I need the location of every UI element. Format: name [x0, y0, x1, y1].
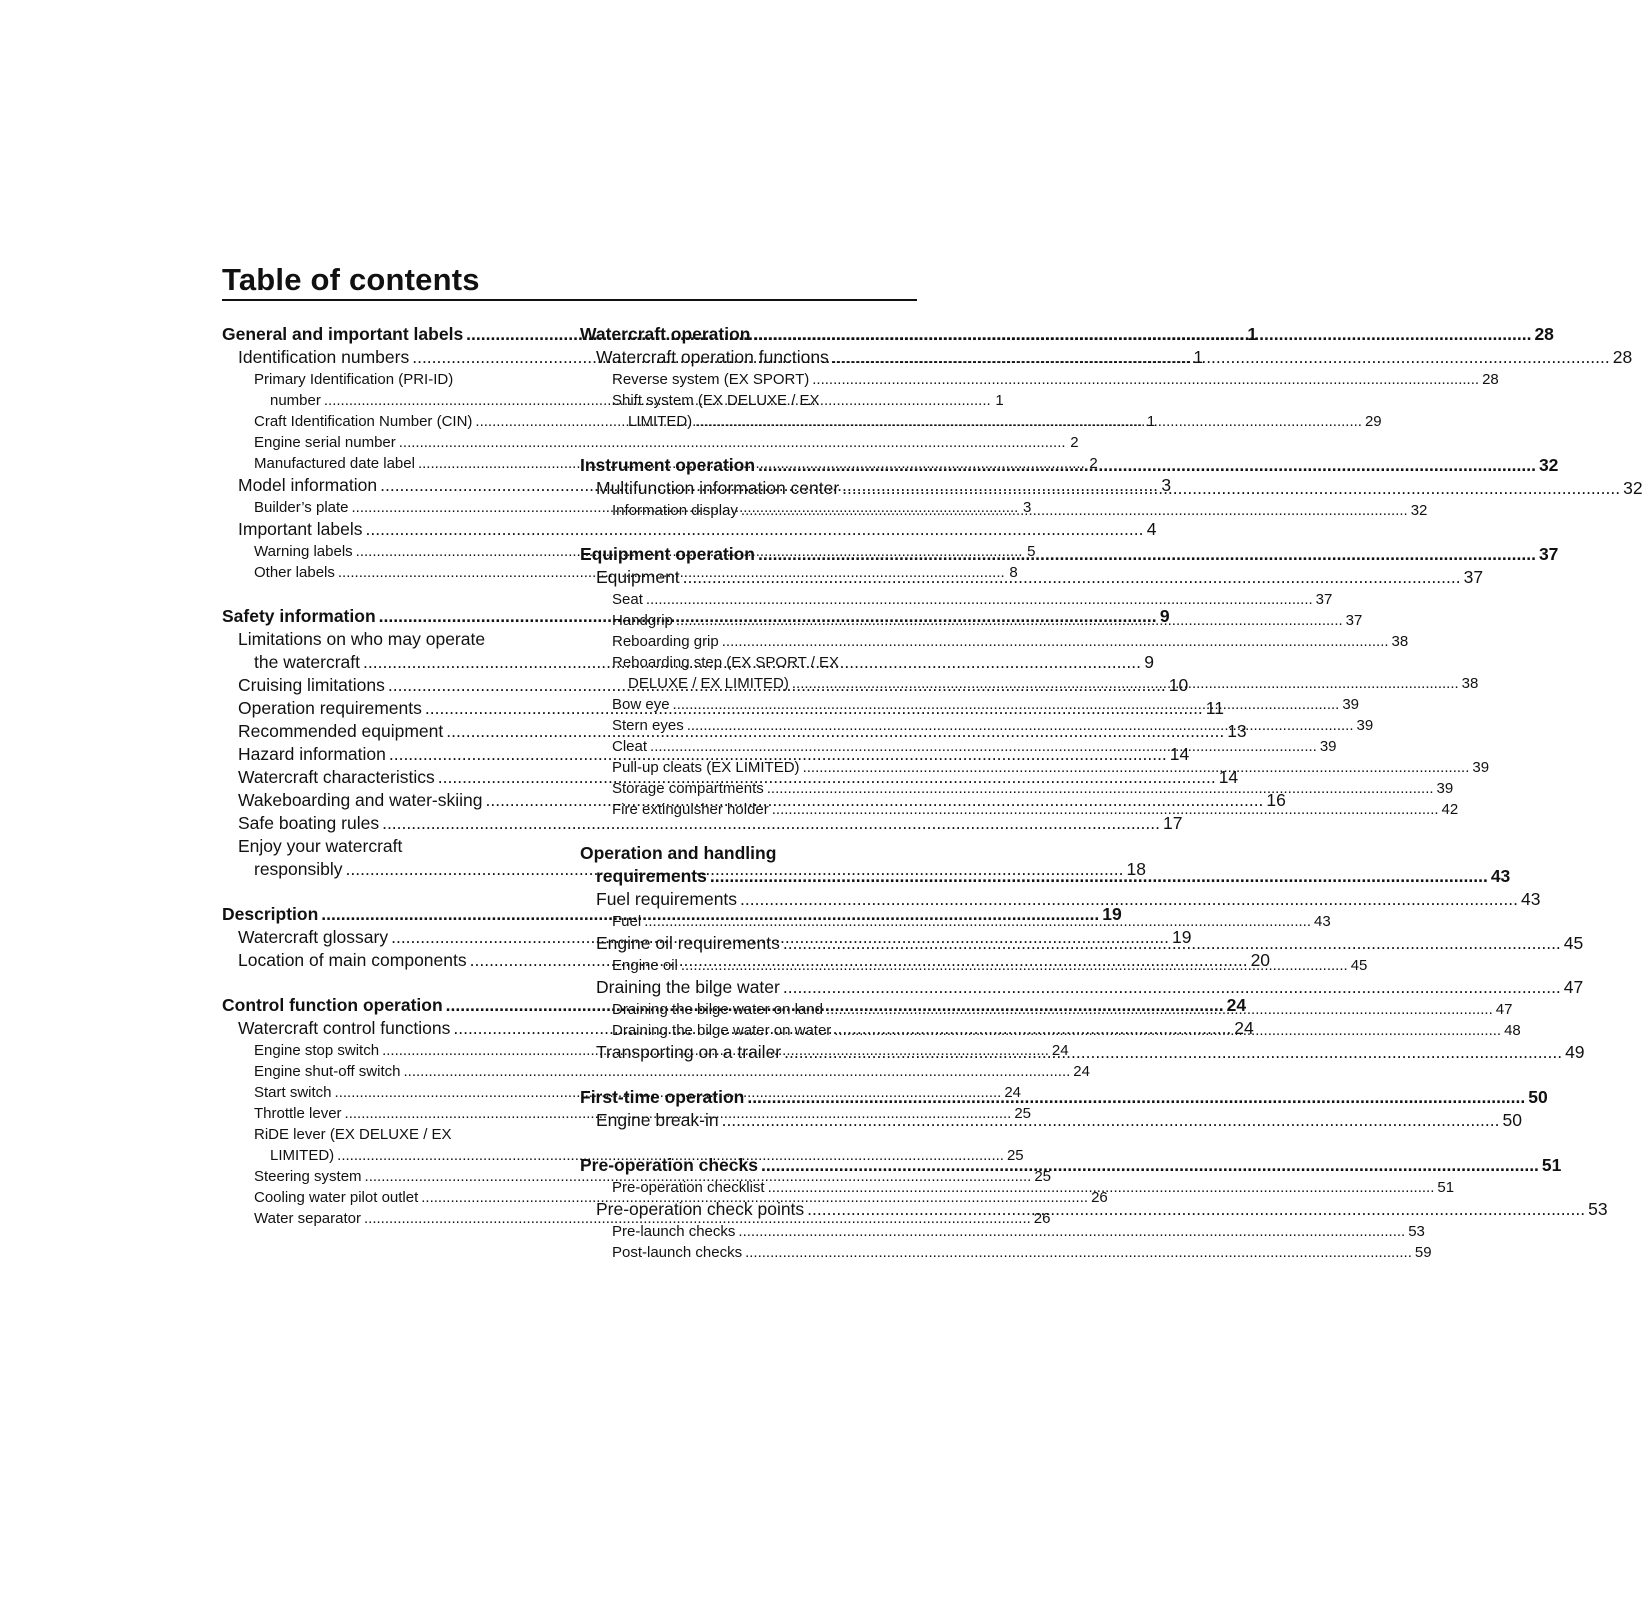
- toc-entry-title: Fuel: [612, 913, 642, 930]
- dot-leader: [747, 1086, 1525, 1109]
- toc-entry-title: Safe boating rules: [238, 813, 380, 833]
- toc-page-number: 11: [1205, 698, 1224, 718]
- toc-entry[interactable]: [580, 888, 1541, 911]
- dot-leader: [740, 888, 1518, 911]
- toc-entry[interactable]: [580, 346, 1633, 369]
- toc-entry-title: Hazard information: [238, 744, 386, 764]
- toc-entry-title: Identification numbers: [238, 347, 410, 367]
- toc-page-number: 13: [1227, 721, 1247, 741]
- toc-entry-line: [612, 589, 1333, 610]
- toc-page-number: 32: [1538, 455, 1559, 475]
- toc-entry-title: Information display: [612, 502, 738, 519]
- toc-entry-title: Engine stop switch: [254, 1042, 380, 1059]
- toc-entry-line: [254, 1166, 1052, 1187]
- toc-page-number: 24: [1004, 1084, 1022, 1101]
- toc-entry-line: [612, 369, 1499, 390]
- toc-page-number: 45: [1563, 933, 1584, 953]
- toc-page-number: 1: [1193, 347, 1204, 367]
- toc-entry-title: Watercraft control functions: [238, 1018, 451, 1038]
- toc-entry-title: Other labels: [254, 564, 335, 581]
- toc-page-number: 48: [1504, 1022, 1521, 1039]
- dot-leader: [784, 1041, 1562, 1064]
- toc-page-number: 37: [1315, 591, 1333, 608]
- toc-entry-title: DELUXE / EX LIMITED): [628, 675, 789, 692]
- toc-entry[interactable]: [222, 518, 1157, 541]
- toc-entry-title: Watercraft characteristics: [238, 767, 435, 787]
- toc-page-number: 3: [1161, 475, 1172, 495]
- toc-entry-title: Storage compartments: [612, 780, 764, 797]
- dot-leader: [710, 865, 1488, 888]
- toc-entry-line: [596, 976, 1584, 999]
- toc-page-number: 10: [1168, 675, 1189, 695]
- toc-page-number: 14: [1169, 744, 1190, 764]
- dot-leader: [695, 411, 1362, 432]
- toc-page-number: 2: [1070, 434, 1079, 451]
- dot-leader: [722, 1109, 1500, 1132]
- toc-entry-line: [238, 518, 1157, 541]
- toc-page-number: 53: [1588, 1199, 1608, 1219]
- toc-entry[interactable]: [580, 566, 1484, 589]
- toc-entry-title: Important labels: [238, 519, 363, 539]
- toc-entry-title: Manufactured date label: [254, 455, 415, 472]
- toc-entry-line: [596, 477, 1643, 500]
- toc-page-number: 3: [1022, 499, 1032, 516]
- toc-entry-title: Limitations on who may operate: [238, 629, 486, 649]
- toc-entry-line: [612, 500, 1428, 521]
- dot-leader: [832, 346, 1610, 369]
- toc-entry-title: Equipment operation: [580, 544, 755, 564]
- dot-leader: [758, 543, 1536, 566]
- toc-page-number: 50: [1502, 1110, 1522, 1130]
- toc-section-heading[interactable]: [580, 454, 1559, 477]
- dot-leader: [761, 1154, 1539, 1177]
- dot-leader: [683, 566, 1461, 589]
- toc-subentry[interactable]: [580, 589, 1333, 610]
- toc-entry-title: Primary Identification (PRI-ID): [254, 371, 454, 388]
- toc-page-number: 42: [1441, 801, 1459, 818]
- toc-subentry[interactable]: [580, 1221, 1425, 1242]
- dot-leader: [826, 999, 1493, 1020]
- toc-page-number: 53: [1408, 1223, 1425, 1240]
- toc-subentry[interactable]: [222, 1061, 1090, 1082]
- dot-leader: [738, 1221, 1405, 1242]
- toc-page-number: 29: [1364, 413, 1382, 430]
- dot-leader: [687, 715, 1354, 736]
- toc-page-number: 43: [1520, 889, 1541, 909]
- toc-section: [580, 454, 1643, 521]
- toc-entry-title: Operation and handling: [580, 843, 777, 863]
- toc-entry-title: Builder’s plate: [254, 499, 349, 516]
- toc-page-number: 32: [1410, 502, 1428, 519]
- toc-entry-line: [612, 1221, 1425, 1242]
- toc-entry-title: Craft Identification Number (CIN): [254, 413, 473, 430]
- toc-page-number: 25: [1006, 1147, 1024, 1164]
- toc-entry-title: Pre-operation checks: [580, 1155, 758, 1175]
- toc-entry-title: Shift system (EX DELUXE / EX: [612, 392, 820, 409]
- toc-entry-title: Draining the bilge water on land: [612, 1001, 823, 1018]
- toc-entry-line: [612, 1242, 1432, 1263]
- toc-page-number: 24: [1234, 1018, 1254, 1038]
- toc-page-number: 5: [1027, 543, 1036, 560]
- toc-page-number: 19: [1102, 904, 1122, 924]
- toc-entry[interactable]: [580, 976, 1584, 999]
- toc-entry-line: [238, 812, 1183, 835]
- toc-page-number: 16: [1266, 790, 1286, 810]
- toc-page-number: 47: [1563, 977, 1584, 997]
- toc-entry-line: [254, 1061, 1090, 1082]
- dot-leader: [792, 673, 1459, 694]
- toc-page-number: 39: [1356, 717, 1374, 734]
- toc-page-number: 49: [1565, 1042, 1585, 1062]
- toc-entry-title: Stern eyes: [612, 717, 684, 734]
- toc-entry-title: Description: [222, 904, 319, 924]
- toc-entry-title: Seat: [612, 591, 643, 608]
- toc-entry-title: Start switch: [254, 1084, 332, 1101]
- toc-page-number: 28: [1482, 371, 1499, 388]
- toc-page-number: 9: [1144, 652, 1154, 672]
- toc-section-heading[interactable]: [580, 543, 1559, 566]
- toc-page-number: 24: [1051, 1042, 1069, 1059]
- dot-leader: [676, 610, 1343, 631]
- dot-leader: [767, 778, 1434, 799]
- toc-entry-title: Transporting on a trailer: [596, 1042, 782, 1062]
- toc-entry-title: Engine oil: [612, 957, 678, 974]
- toc-entry-title: Watercraft operation: [580, 324, 751, 344]
- dot-leader: [783, 932, 1561, 955]
- dot-leader: [745, 1242, 1412, 1263]
- toc-entry-title: Equipment: [596, 567, 680, 587]
- dot-leader: [807, 1198, 1585, 1221]
- toc-entry-line: [612, 411, 1382, 432]
- toc-page-number: 25: [1034, 1168, 1052, 1185]
- toc-entry-title: Steering system: [254, 1168, 362, 1185]
- dot-leader: [772, 799, 1439, 820]
- dot-leader: [673, 694, 1340, 715]
- toc-entry-title: Draining the bilge water on water: [612, 1022, 832, 1039]
- toc-page-number: 47: [1495, 1001, 1513, 1018]
- toc-entry-title: Pre-operation check points: [596, 1199, 805, 1219]
- toc-page-number: 25: [1014, 1105, 1032, 1122]
- toc-page-number: 26: [1033, 1210, 1051, 1227]
- toc-entry-title: Pre-operation checklist: [612, 1179, 765, 1196]
- dot-leader: [783, 976, 1561, 999]
- toc-page-number: 9: [1159, 606, 1170, 626]
- toc-subentry[interactable]: [580, 369, 1499, 390]
- toc-entry-title: responsibly: [254, 859, 343, 879]
- toc-entry-title: Cleat: [612, 738, 648, 755]
- toc-entry-title: the watercraft: [254, 652, 361, 672]
- toc-entry-line: [580, 454, 1559, 477]
- toc-page-number: 1: [1146, 413, 1156, 430]
- toc-page-number: 18: [1126, 859, 1146, 879]
- toc-page-number: 50: [1528, 1087, 1548, 1107]
- toc-entry-title: Reverse system (EX SPORT): [612, 371, 810, 388]
- toc-entry-title: Draining the bilge water: [596, 977, 780, 997]
- toc-entry-title: Engine shut-off switch: [254, 1063, 401, 1080]
- toc-entry-line: [580, 323, 1554, 346]
- toc-page-number: 19: [1172, 927, 1192, 947]
- toc-entry-title: Post-launch checks: [612, 1244, 743, 1261]
- toc-entry-title: Location of main components: [238, 950, 467, 970]
- dot-leader: [803, 757, 1470, 778]
- dot-leader: [842, 477, 1620, 500]
- toc-section-heading[interactable]: [580, 323, 1554, 346]
- toc-page-number: 28: [1534, 324, 1554, 344]
- toc-entry-line: [612, 610, 1363, 631]
- toc-page-number: 8: [1009, 564, 1018, 581]
- dot-leader: [754, 323, 1532, 346]
- toc-entry-title: Reboarding grip: [612, 633, 719, 650]
- page-title: Table of contents: [222, 262, 480, 297]
- toc-page-number: 39: [1342, 696, 1360, 713]
- toc-page-number: 2: [1089, 455, 1098, 472]
- toc-entry-line: [612, 631, 1409, 652]
- dot-leader: [650, 736, 1317, 757]
- toc-entry-line: [612, 778, 1454, 799]
- toc-page-number: 17: [1163, 813, 1183, 833]
- toc-page-number: 24: [1226, 995, 1247, 1015]
- toc-entry-title: First-time operation: [580, 1087, 745, 1107]
- toc-entry-title: Enjoy your watercraft: [238, 836, 403, 856]
- toc-subentry[interactable]: [580, 1242, 1432, 1263]
- toc-entry-title: Throttle lever: [254, 1105, 342, 1122]
- toc-entry-line: [580, 543, 1559, 566]
- toc-entry-title: number: [270, 392, 321, 409]
- toc-page-number: 37: [1463, 567, 1484, 587]
- dot-leader: [758, 454, 1536, 477]
- toc-entry-title: Engine break-in: [596, 1110, 719, 1130]
- toc-entry-line: [596, 346, 1633, 369]
- toc-subentry[interactable]: [222, 432, 1079, 453]
- toc-subentry[interactable]: [580, 631, 1409, 652]
- toc-entry-line: [254, 432, 1079, 453]
- toc-entry-title: General and important labels: [222, 324, 464, 344]
- toc-entry-title: LIMITED): [628, 413, 693, 430]
- toc-entry-title: LIMITED): [270, 1147, 335, 1164]
- toc-entry-title: Watercraft operation functions: [596, 347, 829, 367]
- toc-entry-title: Handgrip: [612, 612, 673, 629]
- toc-entry[interactable]: [222, 812, 1183, 835]
- toc-entry-title: Multifunction information center: [596, 478, 840, 498]
- toc-page-number: 59: [1414, 1244, 1432, 1261]
- toc-page-number: 4: [1146, 519, 1157, 539]
- toc-entry-title: Engine serial number: [254, 434, 396, 451]
- dot-leader: [741, 500, 1408, 521]
- toc-page-number: 38: [1461, 675, 1479, 692]
- dot-leader: [646, 589, 1313, 610]
- toc-entry-title: RiDE lever (EX DELUXE / EX: [254, 1126, 452, 1143]
- toc-entry-title: Instrument operation: [580, 455, 756, 475]
- toc-subentry[interactable]: [580, 390, 1382, 432]
- dot-leader: [812, 369, 1479, 390]
- toc-entry-title: Model information: [238, 475, 378, 495]
- toc-subentry[interactable]: [580, 778, 1454, 799]
- toc-entry-title: Operation requirements: [238, 698, 422, 718]
- dot-leader: [768, 1177, 1435, 1198]
- toc-entry-title: Cruising limitations: [238, 675, 385, 695]
- toc-subentry[interactable]: [222, 1166, 1052, 1187]
- toc-entry-title: Pull-up cleats (EX LIMITED): [612, 759, 800, 776]
- toc-page-number: 1: [995, 392, 1004, 409]
- toc-entry-title: Pre-launch checks: [612, 1223, 736, 1240]
- toc-page-number: 39: [1436, 780, 1454, 797]
- toc-entry-title: Warning labels: [254, 543, 353, 560]
- toc-page-number: 51: [1437, 1179, 1455, 1196]
- dot-leader: [722, 631, 1389, 652]
- toc-page-number: 43: [1490, 866, 1511, 886]
- toc-subentry[interactable]: [580, 610, 1363, 631]
- toc-entry-title: Control function operation: [222, 995, 443, 1015]
- toc-page-number: 37: [1345, 612, 1363, 629]
- toc-page-number: 45: [1350, 957, 1368, 974]
- toc-page-number: 14: [1218, 767, 1239, 787]
- toc-page-number: 43: [1313, 913, 1331, 930]
- toc-entry-title: Bow eye: [612, 696, 670, 713]
- toc-entry-title: Wakeboarding and water-skiing: [238, 790, 483, 810]
- toc-page-number: 20: [1250, 950, 1271, 970]
- toc-entry-title: Water separator: [254, 1210, 361, 1227]
- toc-page-number: 1: [1247, 324, 1258, 344]
- toc-entry-title: Fire extinguisher holder: [612, 801, 769, 818]
- toc-page-number: 39: [1472, 759, 1490, 776]
- toc-entry-title: Watercraft glossary: [238, 927, 389, 947]
- title-rule: [222, 299, 917, 301]
- toc-page-number: 26: [1091, 1189, 1108, 1206]
- toc-entry-title: Recommended equipment: [238, 721, 444, 741]
- dot-leader: [834, 1020, 1501, 1041]
- toc-entry-title: Reboarding step (EX SPORT / EX: [612, 654, 840, 671]
- toc-entry[interactable]: [580, 477, 1643, 500]
- toc-page-number: 37: [1538, 544, 1559, 564]
- toc-entry-title: Cooling water pilot outlet: [254, 1189, 419, 1206]
- toc-entry-title: Engine oil requirements: [596, 933, 780, 953]
- toc-page-number: 32: [1623, 478, 1643, 498]
- dot-leader: [644, 911, 1311, 932]
- toc-page-number: 28: [1612, 347, 1633, 367]
- toc-page-number: 51: [1541, 1155, 1562, 1175]
- toc-section: [580, 323, 1633, 432]
- toc-entry-line: [596, 888, 1541, 911]
- toc-page-number: 38: [1391, 633, 1409, 650]
- toc-entry-line: [596, 566, 1484, 589]
- toc-entry-title: Safety information: [222, 606, 376, 626]
- toc-entry-title: Fuel requirements: [596, 889, 738, 909]
- toc-page-number: 24: [1073, 1063, 1090, 1080]
- toc-page-number: 39: [1319, 738, 1337, 755]
- toc-subentry[interactable]: [580, 500, 1428, 521]
- dot-leader: [681, 955, 1348, 976]
- toc-entry-title: requirements: [596, 866, 707, 886]
